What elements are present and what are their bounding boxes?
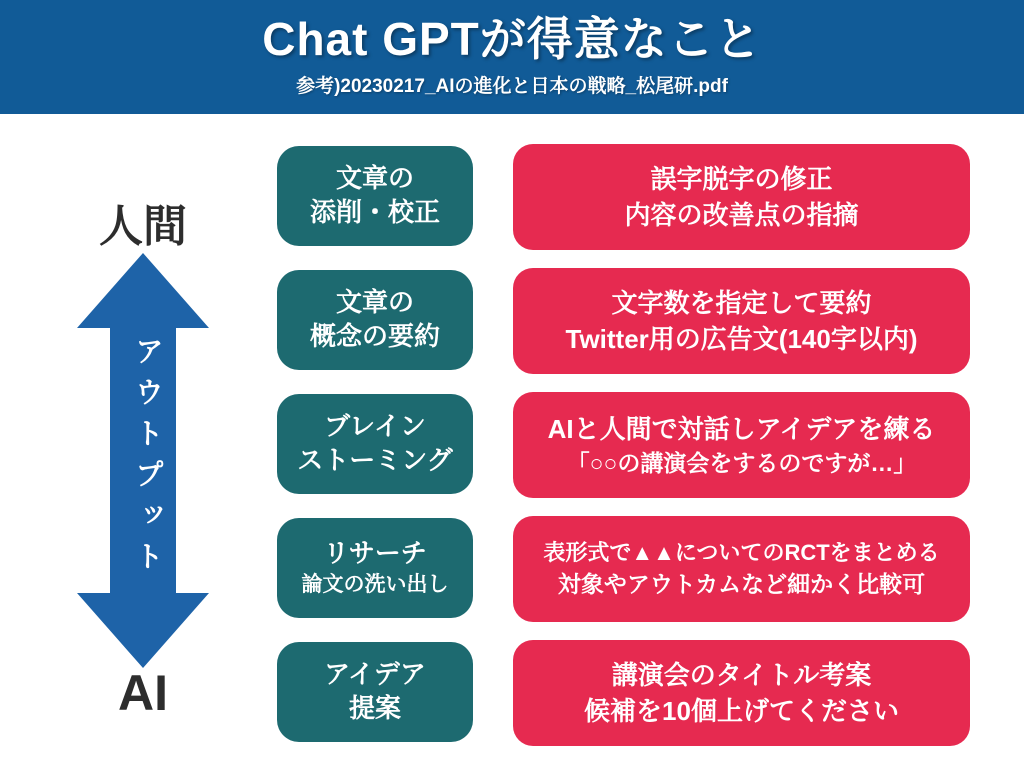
detail-column [513,144,970,746]
task-box-line: 概念の要約 [309,321,440,351]
task-box-line: 文章の [335,163,414,194]
detail-box-line: 講演会のタイトル考案 [611,659,872,690]
task-box-line: アイデア [324,659,426,690]
task-box [277,146,473,246]
detail-box-line: Twitter用の広告文(140字以内) [565,324,918,354]
task-box-line: 論文の洗い出し [301,573,449,597]
task-box-line: 文章の [335,287,414,318]
page-subtitle: 参考)20230217_AIの進化と日本の戦略_松尾研.pdf [296,76,728,98]
axis-label-human: 人間 [99,202,187,251]
task-box-line: 提案 [348,693,401,723]
detail-box-line: 内容の改善点の指摘 [624,200,859,230]
detail-box-line: 文字数を指定して要約 [611,287,872,318]
detail-box-line: AIと人間で対話しアイデアを練る [547,413,936,444]
detail-box [513,392,970,498]
header [0,0,1024,114]
detail-box-line: 「○○の講演会をするのですが…」 [566,450,917,477]
task-box-line: ストーミング [297,445,453,475]
task-box [277,394,473,494]
axis-arrow-label: アウトプット [131,336,163,582]
detail-box-line: 候補を10個上げてください [584,696,899,726]
detail-box [513,144,970,250]
detail-box [513,268,970,374]
detail-box [513,640,970,746]
task-column [277,146,473,742]
axis-label-ai: AI [118,665,168,721]
task-box-line: リサーチ [323,538,427,569]
task-box [277,270,473,370]
detail-box-line: 表形式で▲▲についてのRCTをまとめる [543,539,940,565]
task-box-line: 添削・校正 [309,197,440,227]
detail-box-line: 誤字脱字の修正 [650,163,833,194]
detail-box-line: 対象やアウトカムなど細かく比較可 [557,571,926,598]
page-title: Chat GPTが得意なこと [262,13,762,65]
detail-box [513,516,970,622]
task-box [277,518,473,618]
task-box [277,642,473,742]
task-box-line: ブレイン [324,411,426,442]
